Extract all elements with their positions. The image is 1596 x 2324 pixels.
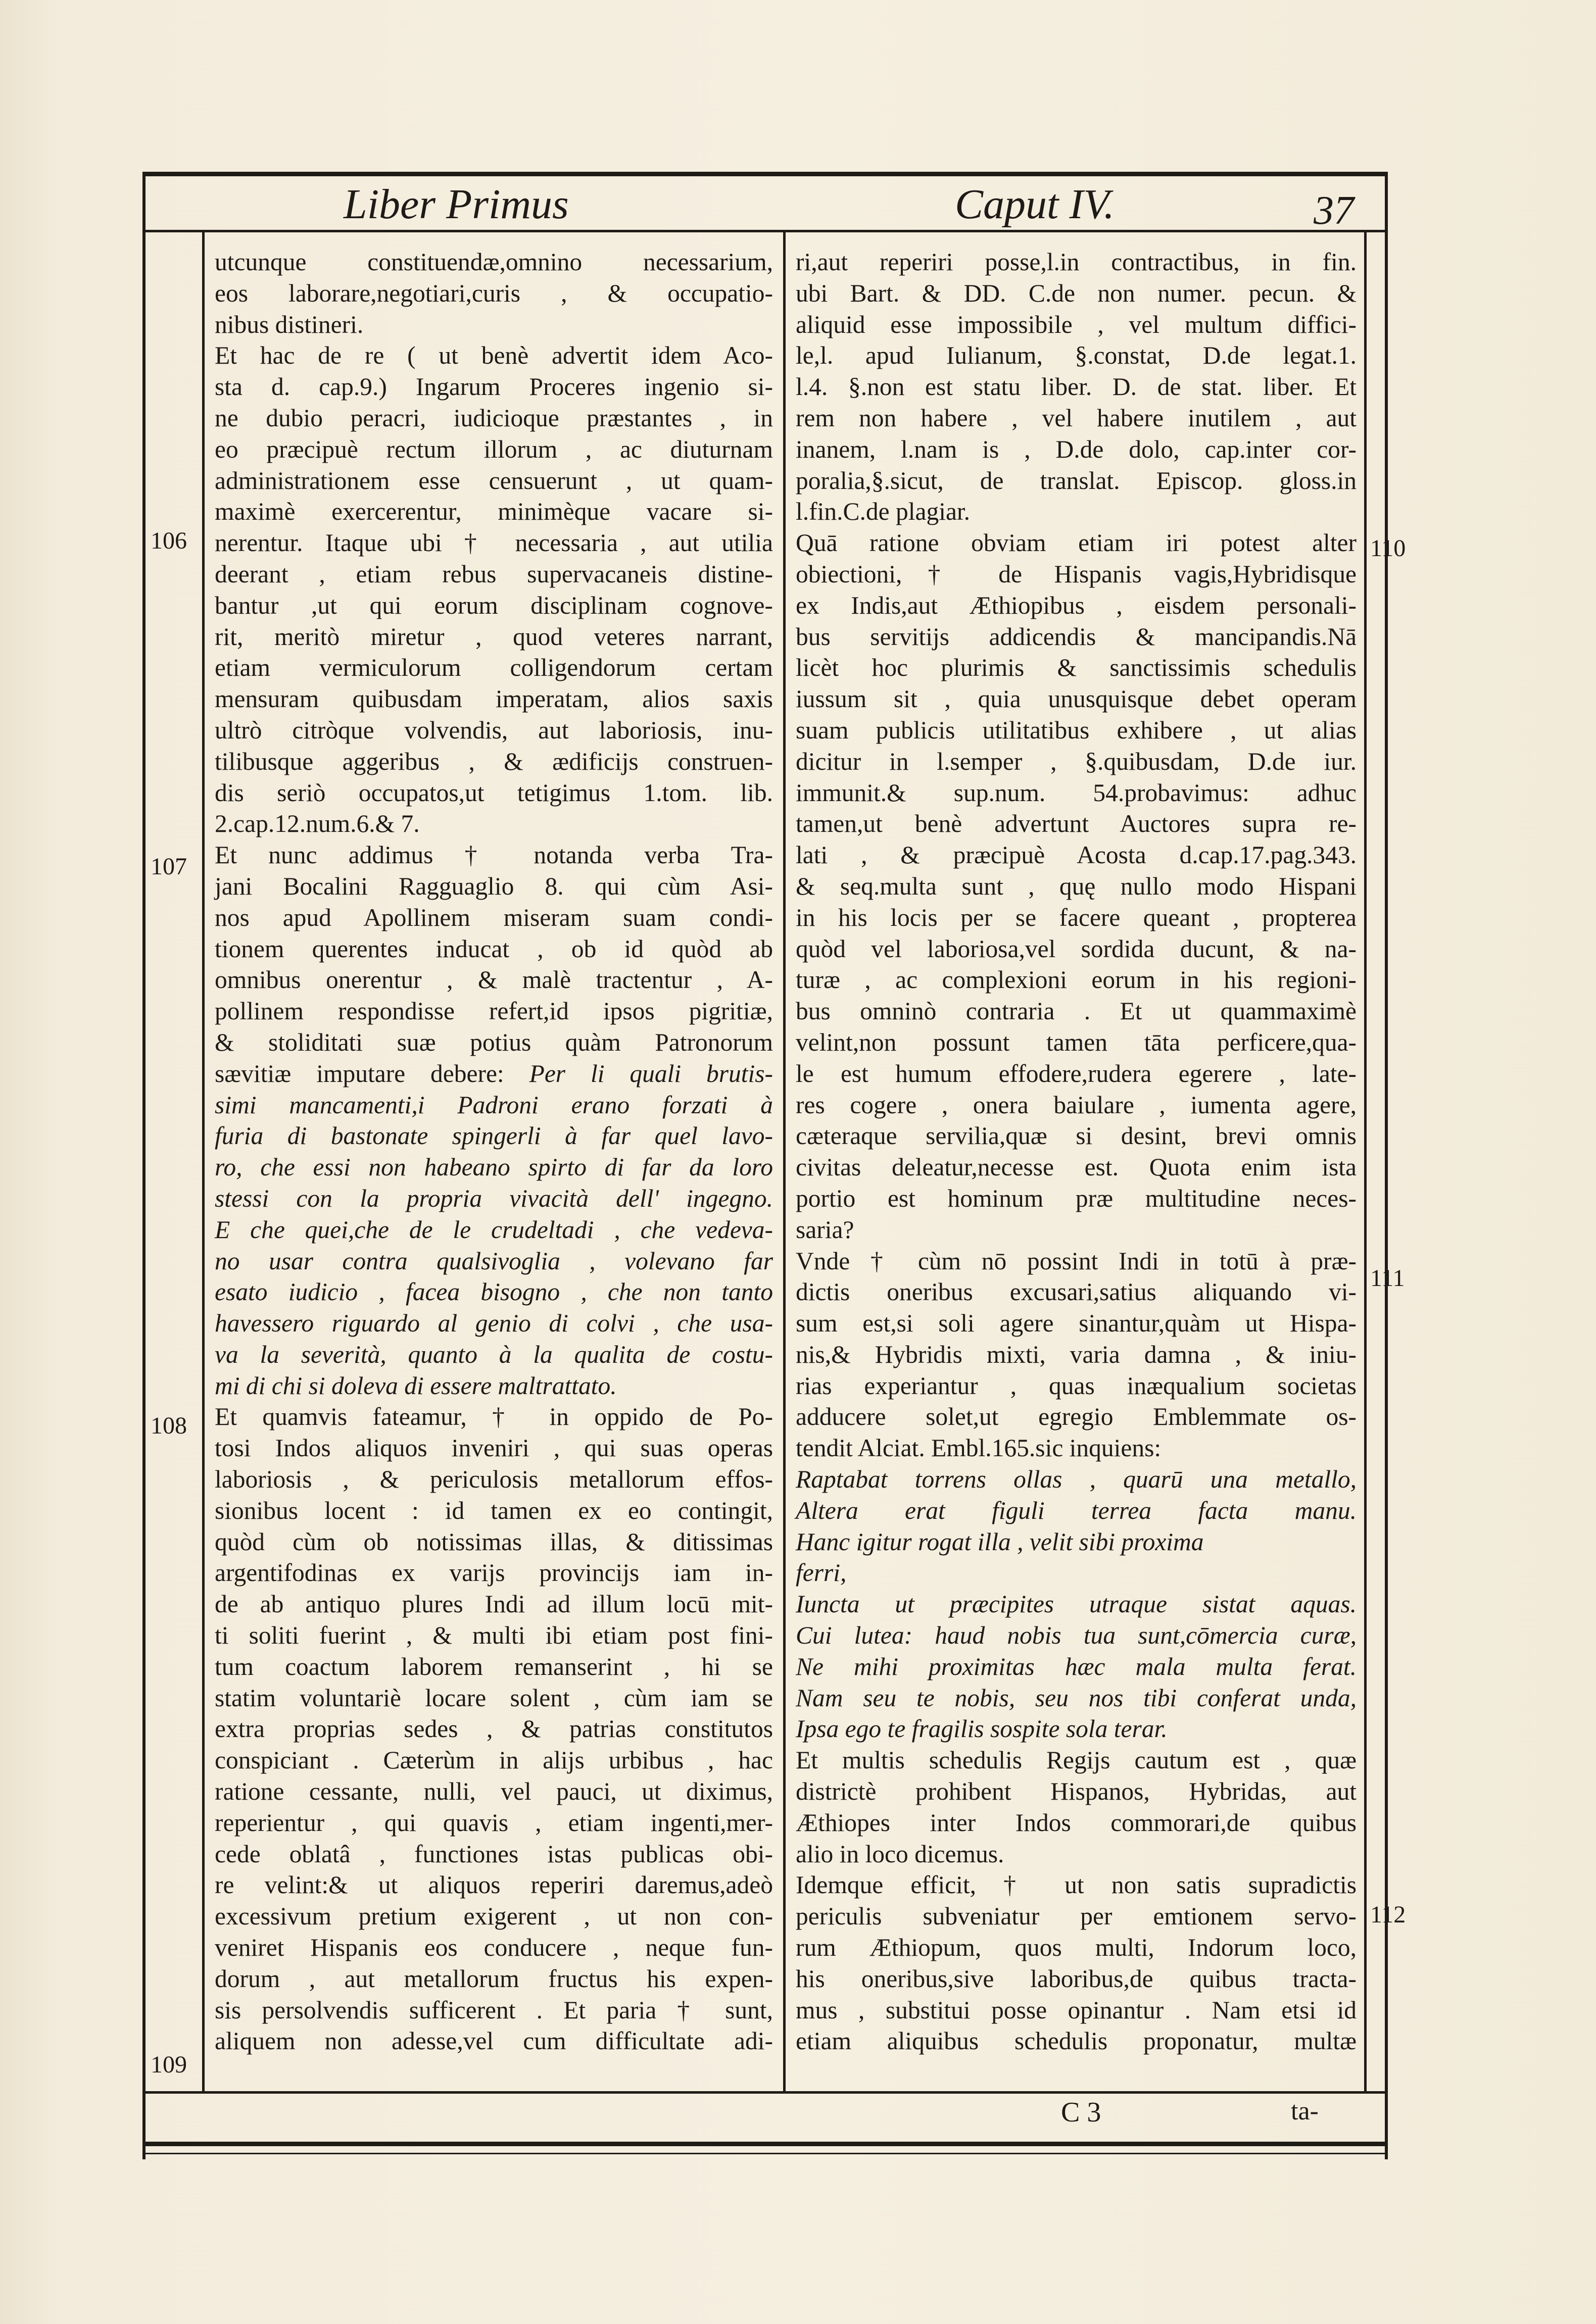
text-line: bus omninò contraria . Et ut quammaximè <box>796 997 1357 1025</box>
text-line: cæteraque servilia,quæ si desint, brevi omnis <box>796 1122 1357 1150</box>
text-line: reperientur , qui quavis , etiam ingenti,mer- <box>215 1808 773 1837</box>
text-line: ro, che essi non habeano spirto di far da loro <box>215 1153 773 1181</box>
margin-number: 106 <box>151 527 187 554</box>
text-line: nis,& Hybridis mixti, varia damna , & iniu- <box>796 1340 1357 1368</box>
text-line: ne dubio peracri, iudicioque præstantes , in <box>215 404 773 432</box>
text-line: etiam vermiculorum colligendorum certam <box>215 654 773 682</box>
margin-number: 110 <box>1370 535 1406 562</box>
text-line: ex Indis,aut Æthiopibus , eisdem personali- <box>796 591 1357 619</box>
right-text-column <box>796 246 1357 2057</box>
text-line: le,l. apud Iulianum, §.constat, D.de legat.1. <box>796 341 1357 370</box>
left-text-column <box>215 246 773 2057</box>
text-line: jani Bocalini Ragguaglio 8. qui cùm Asi- <box>215 872 773 900</box>
text-line: furia di bastonate spingerli à far quel lavo- <box>215 1122 773 1150</box>
text-line: extra proprias sedes , & patrias constitutos <box>215 1715 773 1743</box>
text-line: veniret Hispanis eos conducere , neque fun- <box>215 1934 773 1962</box>
margin-number: 107 <box>151 853 187 880</box>
text-line: tendit Alciat. Embl.165.sic inquiens: <box>796 1434 1162 1462</box>
text-line: ratione cessante, nulli, vel pauci, ut diximus, <box>215 1777 773 1806</box>
text-line: Iuncta ut præcipites utraque sistat aquas. <box>796 1590 1357 1618</box>
text-line: le est humum effodere,rudera egerere , late- <box>796 1059 1357 1087</box>
text-line: omnibus onerentur , & malè tractentur , A- <box>215 966 773 994</box>
margin-number: 112 <box>1370 1901 1406 1928</box>
text-line: nos apud Apollinem miseram suam condi- <box>215 903 773 931</box>
italic-quote-start: Per li quali brutis- <box>529 1059 773 1087</box>
text-line: dorum , aut metallorum fructus his expen- <box>215 1964 773 1993</box>
text-line: re velint:& ut aliquos reperiri daremus,adeò <box>215 1871 773 1899</box>
text-line: sionibus locent : id tamen ex eo contingit, <box>215 1496 773 1524</box>
text-line: inanem, l.nam is , D.de dolo, cap.inter cor- <box>796 435 1357 463</box>
text-line: saria? <box>796 1215 854 1244</box>
text-line: Et quamvis fateamur, † in oppido de Po- <box>215 1403 773 1431</box>
text-line: argentifodinas ex varijs provincijs iam in- <box>215 1559 773 1587</box>
text-line: l.4. §.non est statu liber. D. de stat. liber. Et <box>796 373 1357 401</box>
text-line: ultrò citròque volvendis, aut laboriosis, inu- <box>215 716 773 744</box>
text-line: mi di chi si doleva di essere maltrattato. <box>215 1371 617 1400</box>
text-line: deerant , etiam rebus supervacaneis distine- <box>215 560 773 588</box>
bottom-rule <box>142 2153 1388 2154</box>
text-line: licèt hoc plurimis & sanctissimis schedulis <box>796 654 1357 682</box>
margin-number: 108 <box>151 1412 187 1439</box>
text-line: nerentur. Itaque ubi † necessaria , aut utilia <box>215 529 773 557</box>
text-line: laboriosis , & periculosis metallorum effos- <box>215 1465 773 1494</box>
text-line: alio in loco dicemus. <box>796 1840 1004 1868</box>
footer-rule <box>142 2142 1388 2146</box>
left-margin-rule <box>202 232 205 2091</box>
text-line: statim voluntariè locare solent , cùm iam se <box>215 1684 773 1712</box>
text-line: dicitur in l.semper , §.quibusdam, D.de iur. <box>796 747 1357 775</box>
text-line: velint,non possunt tamen tāta perficere,qua- <box>796 1028 1357 1056</box>
text-line: ti soliti fuerint , & multi ibi etiam post fini- <box>215 1621 773 1650</box>
text-line: eo præcipuè rectum illorum , ac diuturnam <box>215 435 773 463</box>
column-divider-rule <box>783 232 786 2091</box>
text-line: l.fin.C.de plagiar. <box>796 498 971 526</box>
right-margin-rule <box>1364 232 1367 2091</box>
text-line: Quā ratione obviam etiam iri potest alter <box>796 529 1357 557</box>
signature-mark: C 3 <box>1061 2097 1101 2128</box>
chapter-title: Caput IV. <box>955 181 1115 228</box>
text-line: dictis oneribus excusari,satius aliquando vi- <box>796 1278 1357 1306</box>
text-line: portio est hominum præ multitudine neces- <box>796 1184 1357 1212</box>
text-line: periculis subveniatur per emtionem servo- <box>796 1902 1357 1931</box>
text-line: Raptabat torrens ollas , quarū una metallo, <box>796 1465 1357 1494</box>
page-number: 37 <box>1314 188 1354 233</box>
text-line: ri,aut reperiri posse,l.in contractibus, in fin. <box>796 248 1357 276</box>
catchword: ta- <box>1291 2097 1319 2125</box>
text-line: his oneribus,sive laboribus,de quibus tracta- <box>796 1964 1357 1993</box>
margin-number: 111 <box>1370 1265 1405 1292</box>
text-line: Æthiopes inter Indos commorari,de quibus <box>796 1808 1357 1837</box>
text-line: Et nunc addimus † notanda verba Tra- <box>215 841 773 869</box>
text-line: va la severità, quanto à la qualita de costu- <box>215 1340 773 1368</box>
text-line: no usar contra qualsivoglia , volevano far <box>215 1247 773 1275</box>
text-line: quòd vel laboriosa,vel sordida ducunt, & na- <box>796 934 1357 963</box>
text-line: administrationem esse censuerunt , ut quam- <box>215 466 773 495</box>
text-line: bantur ,ut qui eorum disciplinam cognove- <box>215 591 773 619</box>
text-line: turæ , ac complexioni eorum in his regioni- <box>796 966 1357 994</box>
text-line: obiectioni,† de Hispanis vagis,Hybridisque <box>796 560 1357 588</box>
text-line: aliquid esse impossibile , vel multum diffici- <box>796 310 1357 338</box>
text-line: conspiciant . Cæterùm in alijs urbibus , hac <box>215 1746 773 1774</box>
text-line: tamen,ut benè advertunt Auctores supra re- <box>796 810 1357 838</box>
text-line: havessero riguardo al genio di colvi , che usa- <box>215 1309 773 1338</box>
text-line: eos laborare,negotiari,curis , & occupatio- <box>215 279 773 307</box>
header-rule <box>142 230 1388 232</box>
text-line: sta d. cap.9.) Ingarum Proceres ingenio si- <box>215 373 773 401</box>
text-line: de ab antiquo plures Indi ad illum locū mit- <box>215 1590 773 1618</box>
text-line: quòd cùm ob notissimas illas, & ditissimas <box>215 1527 773 1556</box>
text-line: tum coactum laborem remanserint , hi se <box>215 1652 773 1680</box>
text-line: stessi con la propria vivacità dell' ingegno. <box>215 1184 773 1212</box>
text-line: rum Æthiopum, quos multi, Indorum loco, <box>796 1934 1357 1962</box>
text-line: adducere solet,ut egregio Emblemmate os- <box>796 1403 1357 1431</box>
text-line: ferri, <box>796 1559 847 1587</box>
text-line: ubi Bart. & DD. C.de non numer. pecun. & <box>796 279 1357 307</box>
text-line: excessivum pretium exigerent , ut non con- <box>215 1902 773 1931</box>
text-line: Nam seu te nobis, seu nos tibi conferat unda, <box>796 1684 1357 1712</box>
text-line: etiam aliquibus schedulis proponatur, multæ <box>796 2027 1357 2055</box>
text-line: Et multis schedulis Regijs cautum est , quæ <box>796 1746 1357 1774</box>
text-line: Hanc igitur rogat illa , velit sibi proxima <box>796 1527 1204 1556</box>
text-line: 2.cap.12.num.6.& 7. <box>215 810 420 838</box>
text-line: Altera erat figuli terrea facta manu. <box>796 1496 1357 1524</box>
text-line: aliquem non adesse,vel cum difficultate adi- <box>215 2027 773 2055</box>
text-line: rem non habere , vel habere inutilem , aut <box>796 404 1357 432</box>
text-line: iussum sit , quia unusquisque debet operam <box>796 685 1357 713</box>
footer-rule-top <box>142 2091 1388 2094</box>
text-line: districtè prohibent Hispanos, Hybridas, aut <box>796 1777 1357 1806</box>
text-line: rit, meritò miretur , quod veteres narrant, <box>215 622 773 651</box>
text-line: mensuram quibusdam imperatam, alios saxis <box>215 685 773 713</box>
text-line: pollinem respondisse refert,id ipsos pigritiæ, <box>215 997 773 1025</box>
text-line: esato iudicio , facea bisogno , che non tanto <box>215 1278 773 1306</box>
text-line: Cui lutea: haud nobis tua sunt,cōmercia curæ, <box>796 1621 1357 1650</box>
text-line: cede oblatâ , functiones istas publicas obi- <box>215 1840 773 1868</box>
text-line: tosi Indos aliquos inveniri , qui suas operas <box>215 1434 773 1462</box>
text-line: bus servitijs addicendis & mancipandis.Nā <box>796 622 1357 651</box>
text-line: E che quei,che de le crudeltadi , che vedeva- <box>215 1215 773 1244</box>
text-line: mus , substitui posse opinantur . Nam etsi id <box>796 1996 1357 2024</box>
text-line: poralia,§.sicut, de translat. Episcop. gloss.in <box>796 466 1357 495</box>
text-line: sævitiæ imputare debere: Per li quali brutis- <box>215 1059 773 1087</box>
text-line: sis persolvendis sufficerent . Et paria † sunt, <box>215 1996 773 2024</box>
text-line: Vnde † cùm nō possint Indi in totū à præ- <box>796 1247 1357 1275</box>
text-line: in his locis per se facere queant , propterea <box>796 903 1357 931</box>
text-line: immunit.& sup.num. 54.probavimus: adhuc <box>796 778 1357 807</box>
text-line: res cogere , onera baiulare , iumenta agere, <box>796 1091 1357 1119</box>
text-line: Ipsa ego te fragilis sospite sola terar. <box>796 1715 1168 1743</box>
text-line: civitas deleatur,necesse est. Quota enim ista <box>796 1153 1357 1181</box>
text-line: Ne mihi proximitas hæc mala multa ferat. <box>796 1652 1357 1680</box>
margin-number: 109 <box>151 2051 187 2078</box>
text-line: simi mancamenti,i Padroni erano forzati à <box>215 1091 773 1119</box>
text-line: tionem querentes inducat , ob id quòd ab <box>215 934 773 963</box>
text-line: utcunque constituendæ,omnino necessarium, <box>215 248 773 276</box>
text-line: dis seriò occupatos,ut tetigimus 1.tom. lib. <box>215 778 773 807</box>
text-line: Idemque efficit, † ut non satis supradictis <box>796 1871 1357 1899</box>
text-line: Et hac de re ( ut benè advertit idem Aco- <box>215 341 773 370</box>
text-line: maximè exercerentur, minimèque vacare si- <box>215 498 773 526</box>
text-line: suam publicis utilitatibus exhibere , ut alias <box>796 716 1357 744</box>
text-line: rias experiantur , quas inæqualium societas <box>796 1371 1357 1400</box>
text-line: & stoliditati suæ potius quàm Patronorum <box>215 1028 773 1056</box>
text-line: sum est,si soli agere sinantur,quàm ut Hispa- <box>796 1309 1357 1338</box>
text-line: nibus distineri. <box>215 310 364 338</box>
running-title: Liber Primus <box>344 181 569 228</box>
text-line: tilibusque aggeribus , & ædificijs construen- <box>215 747 773 775</box>
text-line: lati , & præcipuè Acosta d.cap.17.pag.343. <box>796 841 1357 869</box>
text-line: & seq.multa sunt , quę nullo modo Hispani <box>796 872 1357 900</box>
